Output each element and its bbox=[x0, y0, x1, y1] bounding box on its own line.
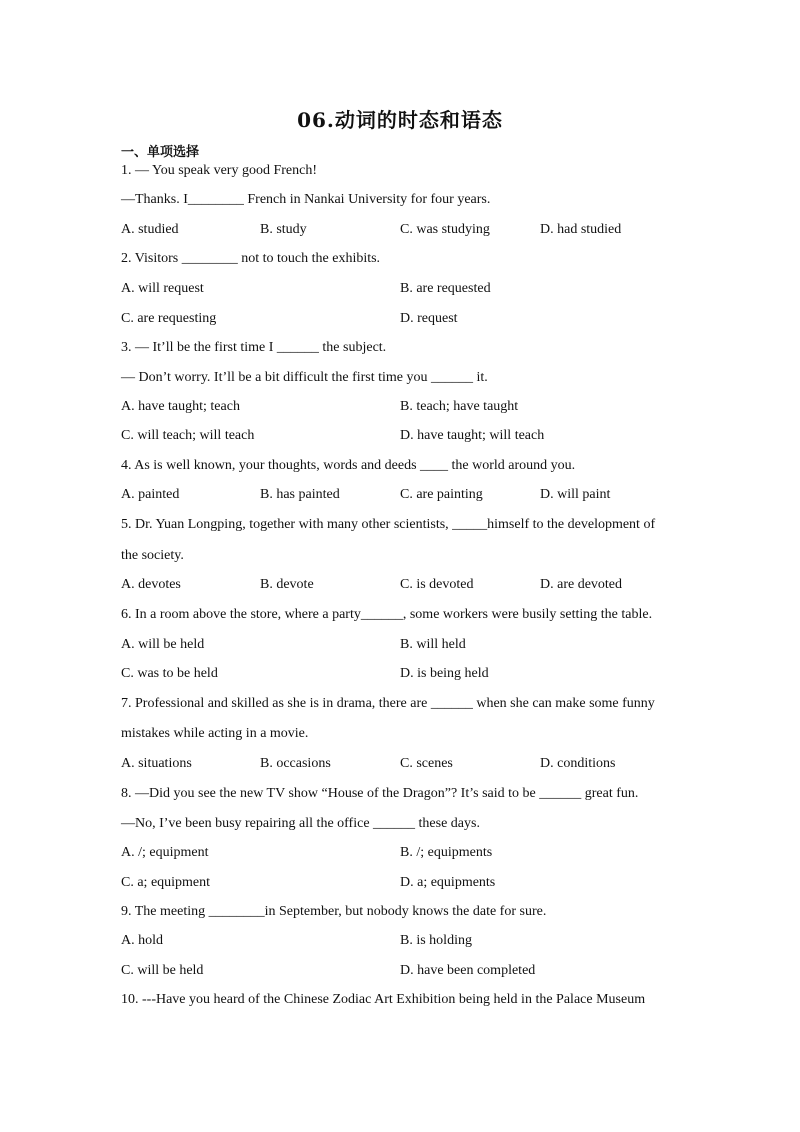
question-8-option-a: A. /; equipment bbox=[121, 845, 209, 860]
question-4-option-d: D. will paint bbox=[540, 487, 611, 502]
question-2-option-d: D. request bbox=[400, 311, 458, 326]
question-1-option-a: A. studied bbox=[121, 222, 179, 237]
question-9-option-b: B. is holding bbox=[400, 933, 472, 948]
question-3-option-d: D. have taught; will teach bbox=[400, 428, 545, 443]
question-8-option-d: D. a; equipments bbox=[400, 875, 496, 890]
document-title: 06.动词的时态和语态 bbox=[297, 108, 503, 132]
question-6-option-b: B. will held bbox=[400, 637, 466, 652]
question-1-option-b: B. study bbox=[260, 222, 307, 237]
question-9-option-c: C. will be held bbox=[121, 963, 204, 978]
question-7-stem-line-2: mistakes while acting in a movie. bbox=[121, 726, 309, 741]
question-9-option-a: A. hold bbox=[121, 933, 163, 948]
question-1-option-c: C. was studying bbox=[400, 222, 490, 237]
question-3-stem-line-2: — Don’t worry. It’ll be a bit difficult the first time you ______ it. bbox=[121, 370, 488, 385]
question-7-option-a: A. situations bbox=[121, 756, 192, 771]
question-1-stem-line-2: —Thanks. I________ French in Nankai University for four years. bbox=[121, 192, 491, 207]
question-2-option-a: A. will request bbox=[121, 281, 204, 296]
question-2-option-c: C. are requesting bbox=[121, 311, 217, 326]
question-6-option-d: D. is being held bbox=[400, 666, 489, 681]
question-3-option-a: A. have taught; teach bbox=[121, 399, 240, 414]
question-7-option-b: B. occasions bbox=[260, 756, 331, 771]
question-7-option-c: C. scenes bbox=[400, 756, 453, 771]
question-4-option-c: C. are painting bbox=[400, 487, 483, 502]
question-3-option-c: C. will teach; will teach bbox=[121, 428, 255, 443]
question-5-option-a: A. devotes bbox=[121, 577, 181, 592]
question-6-stem: 6. In a room above the store, where a party______, some workers were busily setting the table. bbox=[121, 607, 653, 622]
question-8-option-c: C. a; equipment bbox=[121, 875, 211, 890]
question-9-stem: 9. The meeting ________in September, but nobody knows the date for sure. bbox=[121, 904, 547, 919]
question-5-option-d: D. are devoted bbox=[540, 577, 623, 592]
question-6-option-a: A. will be held bbox=[121, 637, 205, 652]
question-1-option-d: D. had studied bbox=[540, 222, 622, 237]
question-6-option-c: C. was to be held bbox=[121, 666, 218, 681]
question-5-stem: 5. Dr. Yuan Longping, together with many other scientists, _____himself to the development of bbox=[121, 517, 656, 532]
question-7-option-d: D. conditions bbox=[540, 756, 616, 771]
question-2-stem: 2. Visitors ________ not to touch the exhibits. bbox=[121, 251, 381, 266]
question-4-option-a: A. painted bbox=[121, 487, 180, 502]
question-8-stem: 8. —Did you see the new TV show “House of the Dragon”? It’s said to be ______ great fun. bbox=[121, 786, 639, 801]
question-3-stem: 3. — It’ll be the first time I ______ the subject. bbox=[121, 340, 387, 355]
question-8-stem-line-2: —No, I’ve been busy repairing all the office ______ these days. bbox=[121, 816, 480, 831]
section-heading: 一、单项选择 bbox=[121, 145, 200, 160]
question-9-option-d: D. have been completed bbox=[400, 963, 536, 978]
question-2-option-b: B. are requested bbox=[400, 281, 491, 296]
question-4-stem: 4. As is well known, your thoughts, words and deeds ____ the world around you. bbox=[121, 458, 576, 473]
question-4-option-b: B. has painted bbox=[260, 487, 340, 502]
question-3-option-b: B. teach; have taught bbox=[400, 399, 519, 414]
question-7-stem: 7. Professional and skilled as she is in drama, there are ______ when she can make some funny bbox=[121, 696, 655, 711]
question-5-option-c: C. is devoted bbox=[400, 577, 474, 592]
question-5-stem-line-2: the society. bbox=[121, 548, 184, 563]
question-8-option-b: B. /; equipments bbox=[400, 845, 493, 860]
question-5-option-b: B. devote bbox=[260, 577, 314, 592]
question-1-stem: 1. — You speak very good French! bbox=[121, 163, 317, 178]
question-10-stem: 10. ---Have you heard of the Chinese Zodiac Art Exhibition being held in the Palace Museum bbox=[121, 992, 646, 1007]
